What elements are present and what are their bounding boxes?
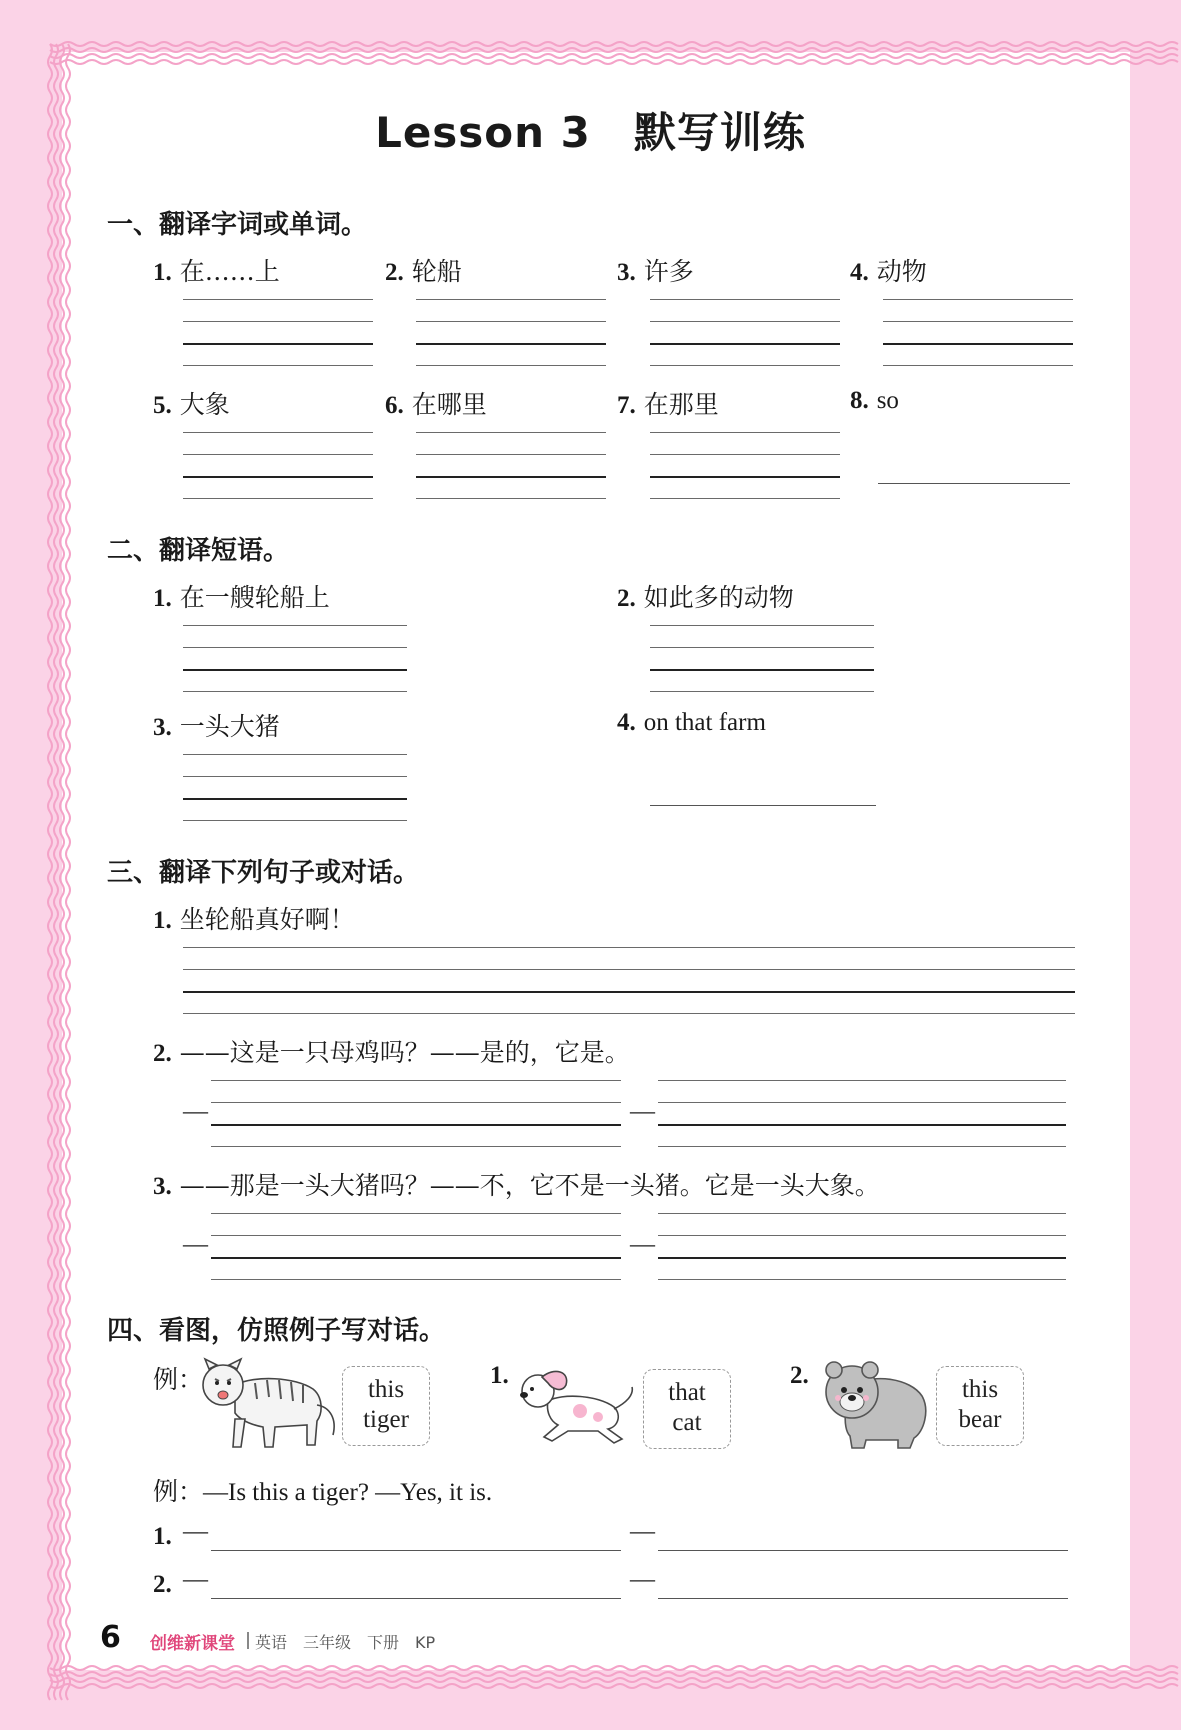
footer-info: 英语 三年级 下册 KP [255,1633,436,1652]
s3-item-2: 2. ——这是一只母鸡吗？——是的，它是。 [153,1038,630,1067]
picture-2-label: 2. [790,1362,809,1389]
word-card: that cat [643,1369,731,1449]
writing-lines[interactable] [416,432,606,502]
answer-line[interactable] [658,1598,1068,1599]
section3-heading: 三、翻译下列句子或对话。 [107,858,420,888]
dialog-dash: — [183,1518,208,1545]
section1-heading: 一、翻译字词或单词。 [107,210,368,240]
bear-icon [818,1356,930,1450]
answer-line[interactable] [650,805,876,806]
s1-item-8: 8. so [850,387,899,414]
answer-1-label: 1. [153,1523,172,1550]
dialog-dash: — [183,1098,208,1125]
writing-lines[interactable] [658,1213,1066,1283]
writing-lines[interactable] [650,432,840,502]
tiger-icon [195,1355,340,1451]
footer-divider [247,1632,249,1649]
section2-heading: 二、翻译短语。 [107,536,290,566]
answer-line[interactable] [211,1550,621,1551]
writing-lines[interactable] [183,625,407,695]
s2-item-2: 2. 如此多的动物 [617,583,794,612]
s2-item-1: 1. 在一艘轮船上 [153,583,330,612]
dialog-dash: — [183,1566,208,1593]
writing-lines[interactable] [211,1213,621,1283]
picture-example-label: 例： [153,1365,204,1394]
dialog-dash: — [630,1518,655,1545]
dialog-dash: — [630,1098,655,1125]
writing-lines[interactable] [183,299,373,369]
writing-lines[interactable] [658,1080,1066,1150]
s1-item-3: 3. 许多 [617,257,694,286]
word-card: this bear [936,1366,1024,1446]
writing-lines[interactable] [883,299,1073,369]
answer-line[interactable] [658,1550,1068,1551]
writing-lines[interactable] [416,299,606,369]
writing-lines[interactable] [183,754,407,824]
s2-item-4: 4. on that farm [617,709,766,736]
s1-item-2: 2. 轮船 [385,257,462,286]
s1-item-6: 6. 在哪里 [385,390,487,419]
brand-name: 创维新课堂 [150,1634,235,1654]
writing-lines[interactable] [183,947,1075,1017]
s1-item-1: 1. 在……上 [153,257,280,286]
picture-1-label: 1. [490,1362,509,1389]
writing-lines[interactable] [183,432,373,502]
answer-line[interactable] [878,483,1070,484]
s1-item-7: 7. 在那里 [617,390,719,419]
answer-line[interactable] [211,1598,621,1599]
writing-lines[interactable] [650,299,840,369]
dog-icon [518,1365,638,1447]
page-title: Lesson 3 默写训练 [375,108,806,157]
s3-item-3: 3. ——那是一头大猪吗？——不，它不是一头猪。它是一头大象。 [153,1171,880,1200]
answer-2-label: 2. [153,1571,172,1598]
writing-lines[interactable] [650,625,874,695]
s1-item-4: 4. 动物 [850,257,927,286]
dialog-dash: — [630,1231,655,1258]
s2-item-3: 3. 一头大猪 [153,712,280,741]
s3-item-1: 1. 坐轮船真好啊！ [153,905,355,934]
dialog-dash: — [630,1566,655,1593]
dialog-dash: — [183,1231,208,1258]
s1-item-5: 5. 大象 [153,390,230,419]
example-dialog: 例：—Is this a tiger? —Yes, it is. [153,1479,493,1506]
page-number: 6 [100,1620,121,1655]
word-card: this tiger [342,1366,430,1446]
writing-lines[interactable] [211,1080,621,1150]
section4-heading: 四、看图，仿照例子写对话。 [107,1316,446,1346]
